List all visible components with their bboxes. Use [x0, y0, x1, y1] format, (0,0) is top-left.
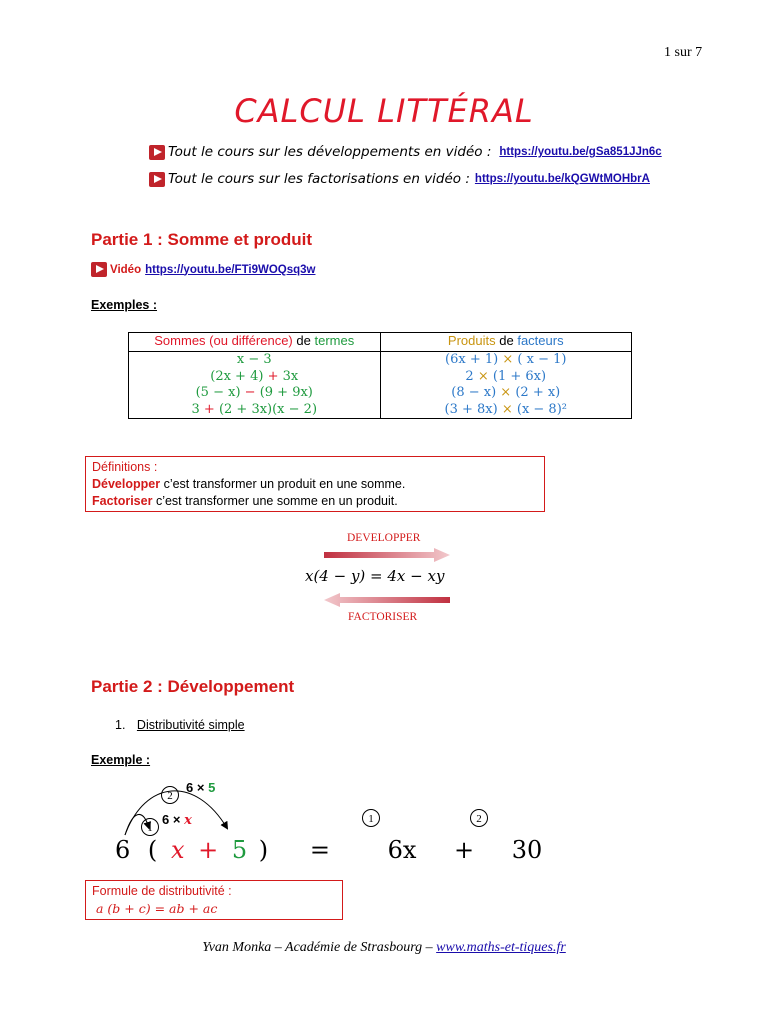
video-label: Tout le cours sur les factorisations en vidéo :	[168, 171, 470, 187]
footer: Yvan Monka – Académie de Strasbourg – www.maths-et-tiques.fr	[202, 940, 566, 955]
product-example: (3 + 8x) × (x − 8)²	[444, 401, 567, 417]
circle-1-label: 1	[141, 818, 159, 836]
definition-factorise: Factoriser c’est transformer une somme en un produit.	[92, 494, 398, 508]
definitions-box	[85, 456, 545, 512]
develop-equation: x(4 − y) = 4x − xy	[305, 567, 445, 585]
table-header-sums: Sommes (ou différence) de termes	[129, 333, 381, 352]
video-line-dev	[149, 144, 662, 160]
table-header-products: Produits de facteurs	[380, 333, 632, 352]
part1-heading: Partie 1 : Somme et produit	[91, 230, 313, 249]
page-title: CALCUL LITTÉRAL	[234, 92, 534, 130]
video-line-fact	[149, 171, 650, 187]
sum-example: x − 3	[236, 352, 272, 367]
products-cell	[380, 352, 632, 419]
sum-example: (5 − x) − (9 + 9x)	[195, 385, 313, 400]
definitions-title: Définitions :	[92, 460, 158, 474]
subsection-simple: 1. Distributivité simple	[115, 718, 245, 732]
formula-box	[85, 880, 343, 920]
product-example: 2 × (1 + 6x)	[465, 368, 547, 384]
distribution-expression: 6 ( x + 5 ) = 6x + 30	[115, 836, 543, 864]
example-label: Exemple :	[91, 753, 151, 767]
sum-example: 3 + (2 + 3x)(x − 2)	[191, 401, 318, 417]
part2-heading: Partie 2 : Développement	[91, 677, 295, 696]
product-6-x: 6 × x	[162, 812, 192, 828]
video-word: Vidéo	[110, 263, 142, 276]
right-arrow-icon	[322, 547, 452, 563]
play-icon[interactable]	[149, 172, 165, 187]
result-circle-1: 1	[362, 809, 380, 827]
product-6-5: 6 × 5	[186, 780, 216, 795]
product-example: (8 − x) × (2 + x)	[451, 385, 561, 400]
circle-2-label: 2	[161, 786, 179, 804]
result-circle-2: 2	[470, 809, 488, 827]
play-icon[interactable]	[91, 262, 107, 277]
play-icon[interactable]	[149, 145, 165, 160]
formula-text: a (b + c) = ab + ac	[96, 901, 218, 916]
part1-video-link[interactable]: https://youtu.be/FTi9WOQsq3w	[145, 263, 316, 276]
factorise-label: FACTORISER	[348, 611, 418, 623]
video-link-dev[interactable]: https://youtu.be/gSa851JJn6c	[499, 146, 662, 158]
develop-label: DEVELOPPER	[347, 532, 421, 544]
sum-example: (2x + 4) + 3x	[210, 368, 299, 384]
part1-video	[91, 262, 315, 277]
video-link-fact[interactable]: https://youtu.be/kQGWtMOHbrA	[474, 173, 650, 185]
product-example: (6x + 1) × ( x − 1)	[445, 352, 567, 367]
formula-title: Formule de distributivité :	[92, 884, 232, 898]
definition-develop: Développer c’est transformer un produit en une somme.	[92, 477, 406, 491]
examples-label: Exemples :	[91, 298, 158, 312]
footer-link[interactable]: www.maths-et-tiques.fr	[436, 940, 566, 955]
examples-table	[128, 332, 632, 419]
sums-cell	[129, 352, 381, 419]
left-arrow-icon	[322, 592, 452, 608]
page-number: 1 sur 7	[664, 45, 703, 60]
video-label: Tout le cours sur les développements en vidéo :	[168, 144, 492, 160]
